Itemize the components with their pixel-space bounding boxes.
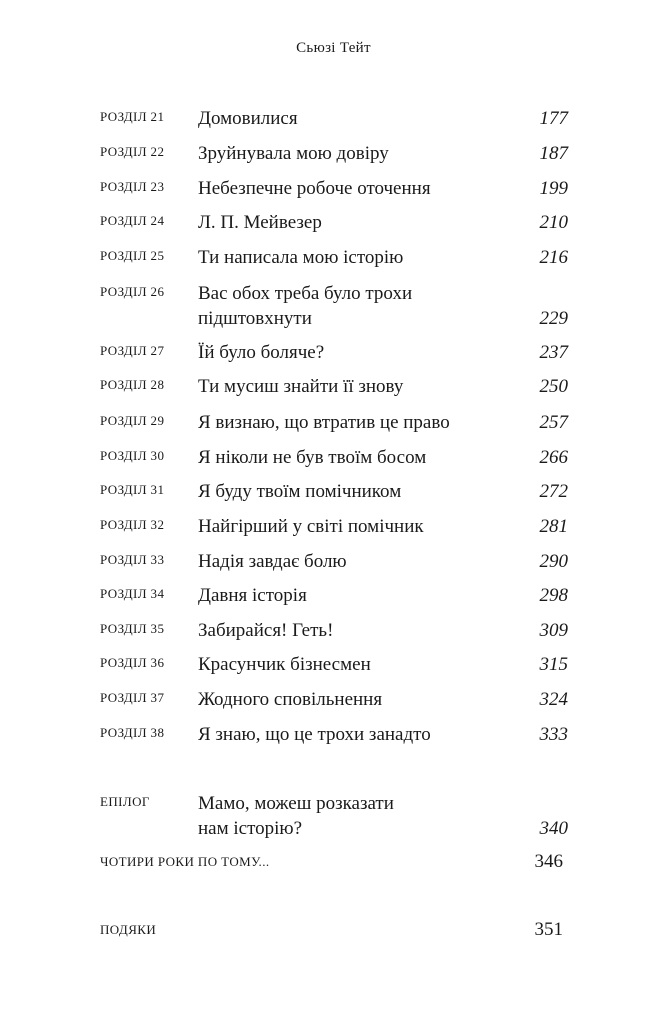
- chapter-label: РОЗДІЛ 21: [100, 109, 165, 124]
- page-number: 177: [539, 108, 568, 129]
- chapter-title-line2: підштовхнути: [198, 308, 312, 329]
- page-number: 298: [539, 585, 568, 606]
- chapter-label: РОЗДІЛ 25: [100, 248, 165, 263]
- chapter-title: Давня історія: [198, 585, 307, 606]
- chapter-label: РОЗДІЛ 32: [100, 517, 165, 532]
- chapter-label: РОЗДІЛ 38: [100, 725, 165, 740]
- page-number: 340: [539, 818, 568, 839]
- running-header-author: Сьюзі Тейт: [296, 40, 371, 56]
- page-number: 210: [539, 212, 568, 233]
- chapter-title: Ти мусиш знайти її знову: [198, 376, 404, 397]
- chapter-label: РОЗДІЛ 27: [100, 343, 165, 358]
- chapter-title: Надія завдає болю: [198, 551, 347, 572]
- page-number: 187: [539, 143, 568, 164]
- epilogue-title-line1: Мамо, можеш розказати: [198, 793, 394, 814]
- chapter-label: РОЗДІЛ 22: [100, 144, 165, 159]
- chapter-label: РОЗДІЛ 34: [100, 586, 165, 601]
- chapter-label: РОЗДІЛ 36: [100, 655, 165, 670]
- page-number: 237: [539, 342, 568, 363]
- chapter-title: Л. П. Мейвезер: [198, 212, 322, 233]
- page-number: 216: [539, 247, 568, 268]
- page-number: 272: [539, 481, 568, 502]
- chapter-label: РОЗДІЛ 23: [100, 179, 165, 194]
- chapter-title: Найгірший у світі помічник: [198, 516, 424, 537]
- section-label: ПОДЯКИ: [100, 922, 157, 937]
- chapter-title: Ти написала мою історію: [198, 247, 404, 268]
- chapter-title: Зруйнувала мою довіру: [198, 143, 389, 164]
- chapter-title: Я визнаю, що втратив це право: [198, 412, 450, 433]
- chapter-title: Я буду твоїм помічником: [198, 481, 402, 502]
- page-number: 199: [539, 178, 568, 199]
- chapter-label: РОЗДІЛ 29: [100, 413, 165, 428]
- page-number: 315: [539, 654, 568, 675]
- chapter-label: РОЗДІЛ 30: [100, 448, 165, 463]
- chapter-label: РОЗДІЛ 37: [100, 690, 165, 705]
- epilogue-label: ЕПІЛОГ: [100, 794, 150, 809]
- chapter-label: РОЗДІЛ 28: [100, 377, 165, 392]
- chapter-title: Красунчик бізнесмен: [198, 654, 371, 675]
- chapter-title: Жодного сповільнення: [198, 689, 383, 710]
- chapter-label: РОЗДІЛ 33: [100, 552, 165, 567]
- page-number: 333: [539, 724, 568, 745]
- page-number: 290: [539, 551, 568, 572]
- chapter-title: Забирайся! Геть!: [198, 620, 334, 641]
- page-number: 257: [539, 412, 568, 433]
- page-number: 309: [539, 620, 568, 641]
- chapter-title: Їй було боляче?: [198, 342, 325, 363]
- chapter-label: РОЗДІЛ 35: [100, 621, 165, 636]
- chapter-title: Я ніколи не був твоїм босом: [198, 447, 427, 468]
- chapter-title-line1: Вас обох треба було трохи: [198, 283, 413, 304]
- page-number: 281: [539, 516, 568, 537]
- page-number: 346: [534, 851, 563, 872]
- page-number: 250: [539, 376, 568, 397]
- chapter-label: РОЗДІЛ 26: [100, 284, 165, 299]
- section-label: ЧОТИРИ РОКИ ПО ТОМУ...: [100, 854, 270, 869]
- chapter-title: Я знаю, що це трохи занадто: [198, 724, 431, 745]
- page-number: 266: [539, 447, 568, 468]
- page-number: 324: [539, 689, 568, 710]
- page-number: 351: [534, 919, 563, 940]
- chapter-label: РОЗДІЛ 24: [100, 213, 165, 228]
- page-number: 229: [539, 308, 568, 329]
- chapter-label: РОЗДІЛ 31: [100, 482, 165, 497]
- epilogue-title-line2: нам історію?: [198, 818, 303, 839]
- chapter-title: Небезпечне робоче оточення: [198, 178, 431, 199]
- chapter-title: Домовилися: [198, 108, 298, 129]
